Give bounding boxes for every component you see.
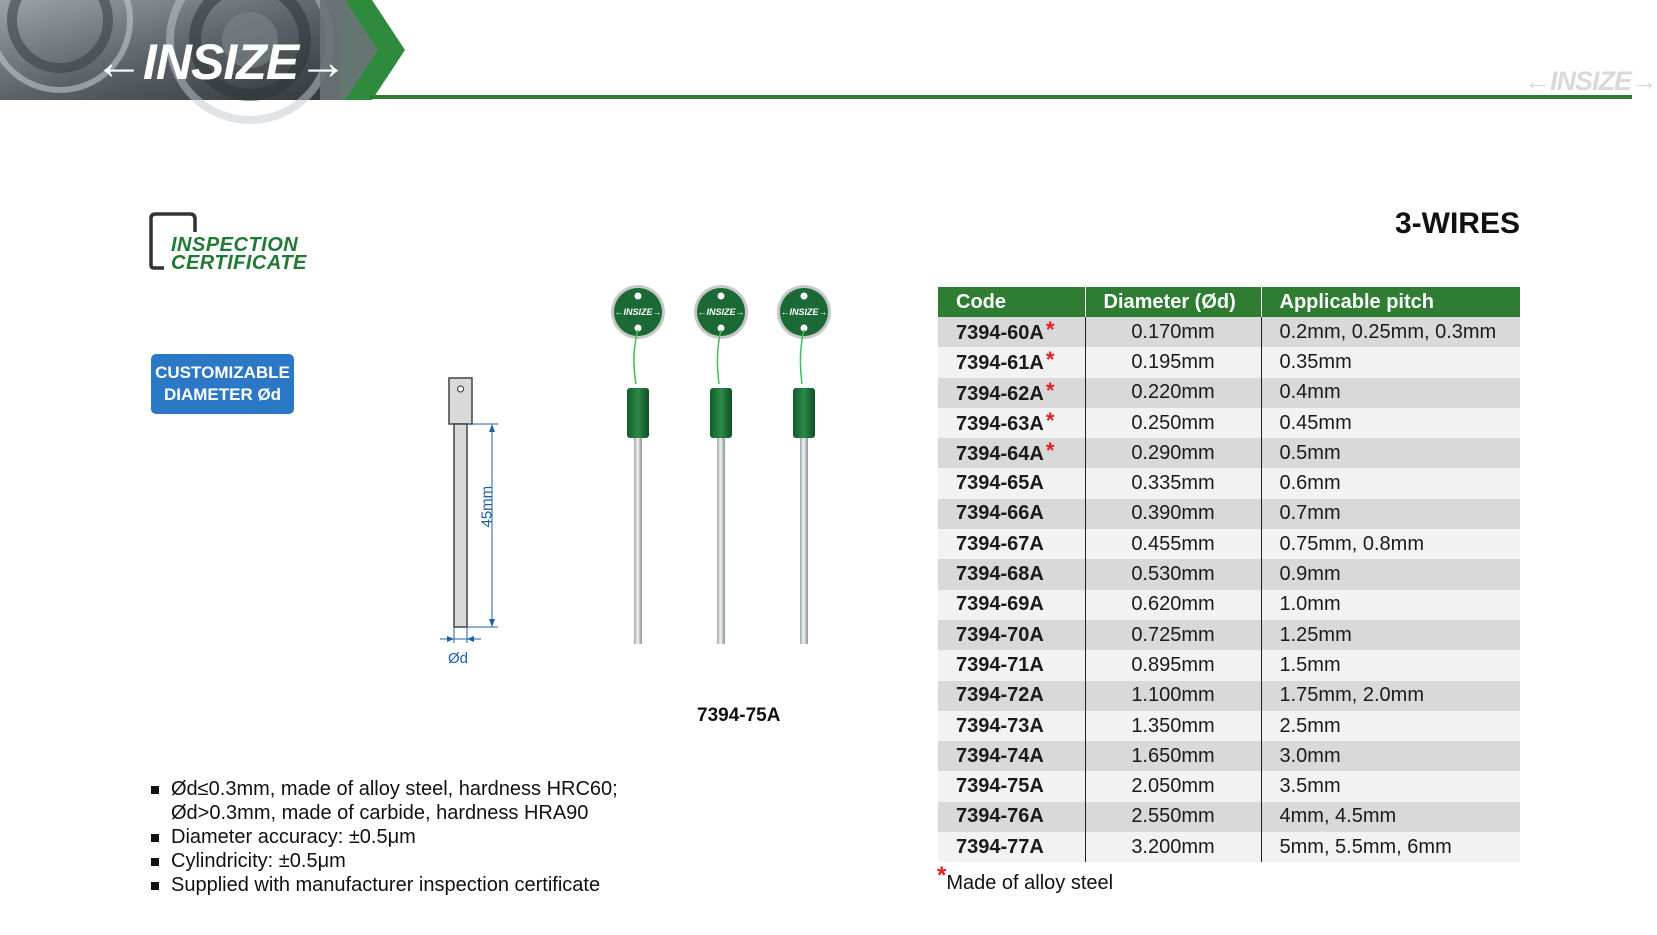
code-text: 7394-60A [956,322,1044,345]
cell-pitch: 2.5mm [1261,711,1520,741]
cell-diameter: 0.530mm [1085,559,1261,589]
code-text: 7394-73A [956,714,1044,737]
cell-pitch: 1.25mm [1261,620,1520,650]
certificate-line-1: INSPECTION [171,234,299,256]
cell-code [938,378,1085,408]
feature-item [151,777,618,825]
cell-pitch: 1.75mm, 2.0mm [1261,681,1520,711]
cell-diameter: 2.550mm [1085,802,1261,832]
feature-text: Ød≤0.3mm, made of alloy steel, hardness HRC60; [171,778,618,800]
table-row [938,681,1520,711]
cell-pitch: 3.5mm [1261,771,1520,801]
column-header-diameter: Diameter (Ød) [1085,287,1261,317]
cell-code [938,438,1085,468]
code-text: 7394-64A [956,443,1044,466]
cell-diameter: 2.050mm [1085,771,1261,801]
table-row [938,317,1520,347]
alloy-steel-asterisk: * [1045,377,1055,403]
cell-code [938,681,1085,711]
table-row [938,559,1520,589]
code-text: 7394-71A [956,653,1044,676]
cell-code [938,620,1085,650]
cell-code [938,802,1085,832]
certificate-line-2: CERTIFICATE [171,252,307,274]
cell-code [938,499,1085,529]
table-row [938,650,1520,680]
cell-diameter: 1.650mm [1085,741,1261,771]
cell-code [938,529,1085,559]
cell-pitch: 0.2mm, 0.25mm, 0.3mm [1261,317,1520,347]
diameter-dimension-label: Ød [448,650,469,667]
cell-pitch: 0.45mm [1261,408,1520,438]
alloy-steel-asterisk: * [1045,438,1055,464]
cell-code [938,559,1085,589]
table-row [938,771,1520,801]
cell-code [938,741,1085,771]
alloy-steel-asterisk: * [1045,408,1055,434]
cell-diameter: 0.455mm [1085,529,1261,559]
feature-item [151,849,618,873]
cell-diameter: 3.200mm [1085,832,1261,862]
cell-code [938,711,1085,741]
length-dimension-label: 45mm [478,485,496,528]
table-row [938,711,1520,741]
table-row [938,529,1520,559]
cell-code [938,468,1085,498]
table-row [938,378,1520,408]
cell-pitch: 1.5mm [1261,650,1520,680]
code-text: 7394-74A [956,744,1044,767]
cell-code [938,832,1085,862]
cell-pitch: 4mm, 4.5mm [1261,802,1520,832]
code-text: 7394-76A [956,805,1044,828]
customizable-line-1: CUSTOMIZABLE [155,363,290,382]
inspection-certificate-badge [150,212,340,272]
cell-code [938,317,1085,347]
feature-list [151,777,618,897]
cell-diameter: 0.170mm [1085,317,1261,347]
table-row [938,408,1520,438]
table-body [938,317,1520,862]
wire-2 [694,285,748,644]
feature-text: Cylindricity: ±0.5μm [171,850,346,872]
code-text: 7394-72A [956,684,1044,707]
cell-pitch: 0.7mm [1261,499,1520,529]
header-banner [0,0,1657,100]
cell-code [938,408,1085,438]
code-text: 7394-63A [956,413,1044,436]
product-code-label: 7394-75A [697,705,781,726]
page-title: 3-WIRES [1394,207,1520,240]
code-text: 7394-66A [956,502,1044,525]
table-row [938,347,1520,377]
cell-diameter: 0.220mm [1085,378,1261,408]
feature-item [151,825,618,849]
cell-diameter: 1.100mm [1085,681,1261,711]
cell-code [938,590,1085,620]
insize-logo: ←INSIZE→ [94,34,348,90]
cell-pitch: 5mm, 5.5mm, 6mm [1261,832,1520,862]
code-text: 7394-67A [956,532,1044,555]
table-row [938,620,1520,650]
table-header-row [938,287,1520,317]
banner-rule [370,95,1632,99]
code-text: 7394-70A [956,623,1044,646]
table-row [938,741,1520,771]
cell-diameter: 0.725mm [1085,620,1261,650]
column-header-code: Code [938,287,1085,317]
cell-pitch: 0.6mm [1261,468,1520,498]
cell-diameter: 0.895mm [1085,650,1261,680]
cell-code [938,650,1085,680]
code-text: 7394-75A [956,775,1044,798]
cell-code [938,347,1085,377]
cell-diameter: 0.290mm [1085,438,1261,468]
cell-diameter: 0.390mm [1085,499,1261,529]
tag-logo-1: ←INSIZE→ [614,307,662,317]
alloy-steel-asterisk: * [1045,317,1055,343]
cell-diameter: 0.195mm [1085,347,1261,377]
three-wires-product-image [605,284,845,664]
alloy-steel-asterisk: * [1045,347,1055,373]
cell-pitch: 0.4mm [1261,378,1520,408]
tag-logo-2: ←INSIZE→ [697,307,745,317]
tag-logo-3: ←INSIZE→ [780,307,828,317]
insize-watermark-logo: ←INSIZE→ [1524,66,1657,96]
cell-code [938,771,1085,801]
table-row [938,832,1520,862]
cell-diameter: 0.250mm [1085,408,1261,438]
footnote [937,862,1114,896]
cell-pitch: 3.0mm [1261,741,1520,771]
column-header-pitch: Applicable pitch [1261,287,1520,317]
footnote-asterisk: * [937,862,947,889]
wire-3 [777,285,831,644]
cell-diameter: 0.335mm [1085,468,1261,498]
code-text: 7394-69A [956,593,1044,616]
cell-pitch: 1.0mm [1261,590,1520,620]
feature-text: Diameter accuracy: ±0.5μm [171,826,416,848]
cell-pitch: 0.5mm [1261,438,1520,468]
table-row [938,590,1520,620]
table-row [938,468,1520,498]
feature-text-continued: Ød>0.3mm, made of carbide, hardness HRA90 [171,802,589,824]
cell-pitch: 0.75mm, 0.8mm [1261,529,1520,559]
code-text: 7394-77A [956,835,1044,858]
customizable-diameter-badge [151,354,294,414]
feature-item [151,873,618,897]
table-row [938,438,1520,468]
feature-text: Supplied with manufacturer inspection certificate [171,874,601,896]
specification-table [938,287,1520,862]
code-text: 7394-65A [956,472,1044,495]
code-text: 7394-68A [956,563,1044,586]
code-text: 7394-61A [956,352,1044,375]
cell-diameter: 0.620mm [1085,590,1261,620]
cell-pitch: 0.9mm [1261,559,1520,589]
table-row [938,802,1520,832]
cell-pitch: 0.35mm [1261,347,1520,377]
cell-diameter: 1.350mm [1085,711,1261,741]
footnote-text: Made of alloy steel [946,872,1114,894]
customizable-line-2: DIAMETER Ød [163,385,282,404]
code-text: 7394-62A [956,382,1044,405]
table-row [938,499,1520,529]
wire-1 [611,285,665,644]
